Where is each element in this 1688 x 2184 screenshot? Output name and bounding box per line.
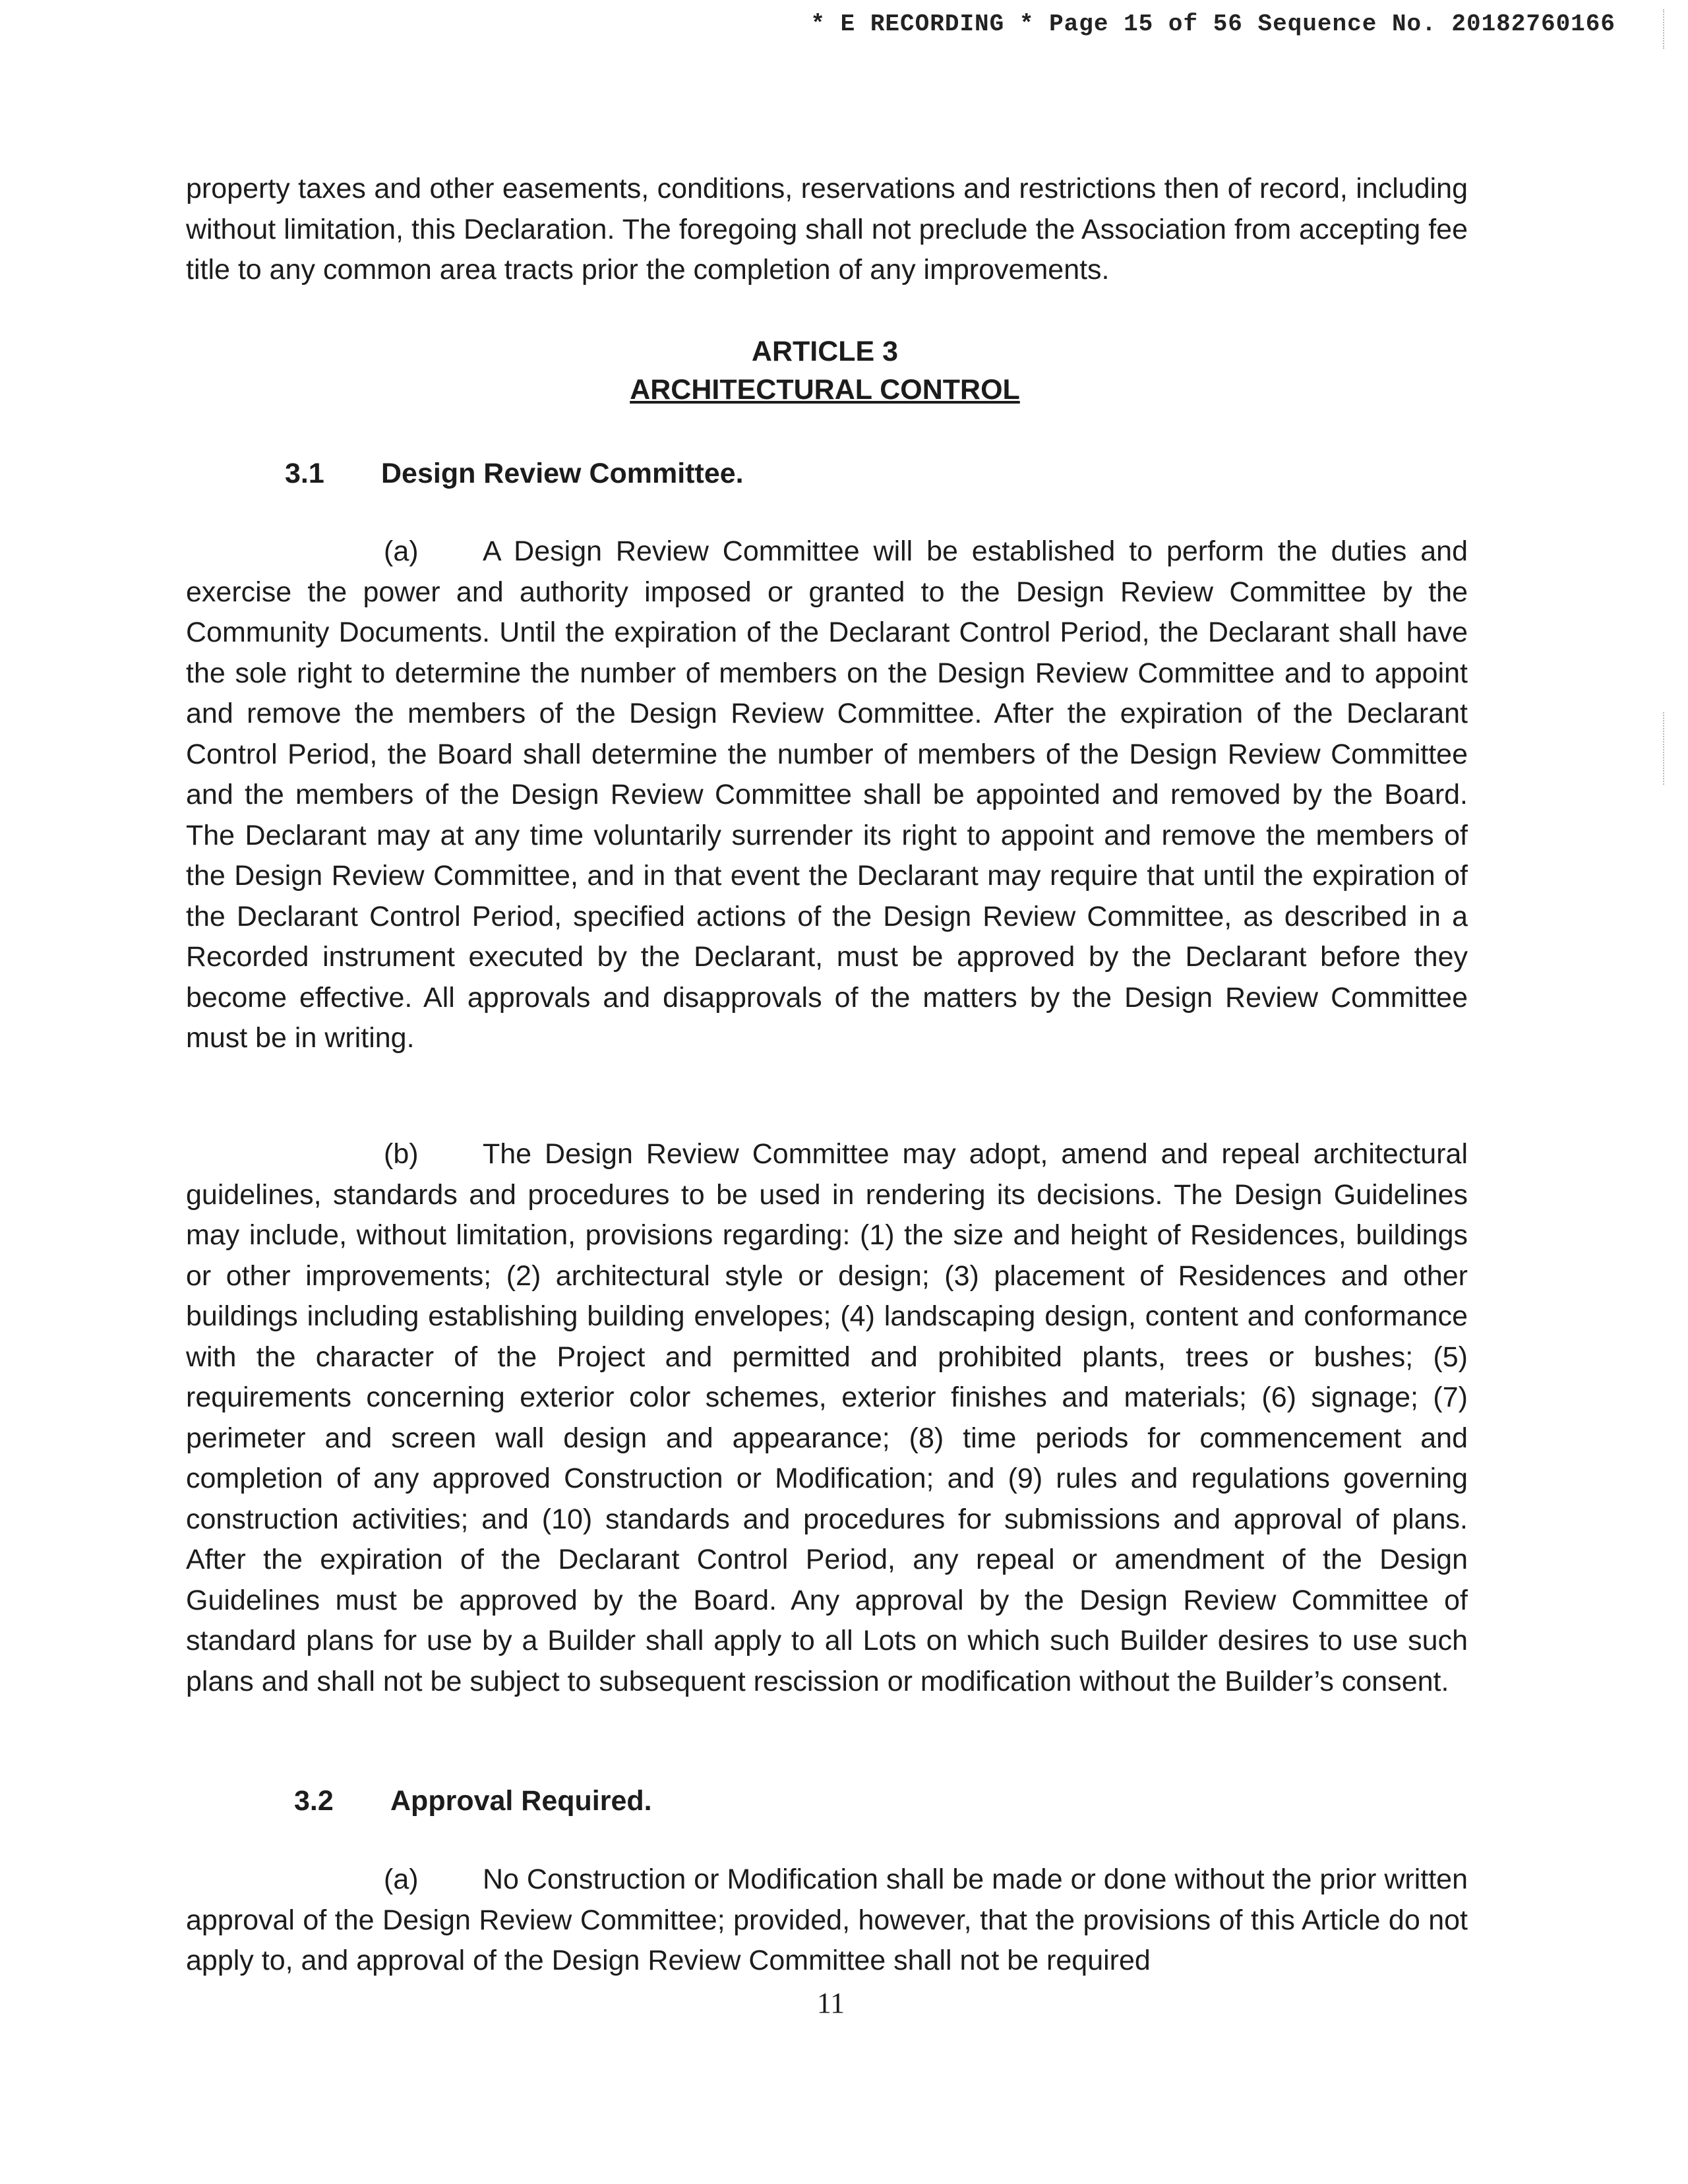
article-number: ARTICLE 3: [751, 336, 899, 367]
section-number: 3.1: [285, 458, 324, 489]
section-heading-3-2: [294, 1782, 652, 1820]
paragraph-text: The Design Review Committee may adopt, amend and repeal architectural guidelines, standards and procedures to be used in rendering its decisions. The Design Guidelines may include, without limitation, provisions regarding: (1) the size and height of Residences, buildings or other improvements; (2) architectural style or design; (3) placement of Residences and other buildings including establishing building envelopes; (4) landscaping design, content and conformance with the character of the Project and permitted and prohibited plants, trees or bushes; (5) requirements concerning exterior color schemes, exterior finishes and materials; (6) signage; (7) perimeter and screen wall design and appearance; (8) time periods for commencement and completion of any approved Construction or Modification; and (9) rules and regulations governing construction activities; and (10) standards and procedures for submissions and approval of plans. After the expiration of the Declarant Control Period, any repeal or amendment of the Design Guidelines must be approved by the Board. Any approval by the Design Review Committee of standard plans for use by a Builder shall apply to all Lots on which such Builder desires to use such plans and shall not be subject to subsequent rescission or modification without the Builder’s consent.: [186, 1138, 1468, 1697]
paragraph-3-1-b: [186, 1134, 1468, 1702]
section-heading-3-1: [285, 454, 744, 493]
paragraph-text: No Construction or Modification shall be made or done without the prior written approval of the Design Review Committee; provided, however, that the provisions of this Article do not apply to, and approval of the Design Review Committee shall not be required: [186, 1864, 1468, 1976]
scan-edge-mark: [1663, 9, 1664, 49]
paragraph-text: A Design Review Committee will be established to perform the duties and exercise the power and authority imposed or granted to the Design Review Committee by the Community Documents. Until the expiration of the Declarant Control Period, the Declarant shall have the sole right to determine the number of members on the Design Review Committee and to appoint and remove the members of the Design Review Committee. After the expiration of the Declarant Control Period, the Board shall determine the number of members of the Design Review Committee and the members of the Design Review Committee shall be appointed and removed by the Board. The Declarant may at any time voluntarily surrender its right to appoint and remove the members of the Design Review Committee, and in that event the Declarant may require that until the expiration of the Declarant Control Period, specified actions of the Design Review Committee, as described in a Recorded instrument executed by the Declarant, must be approved by the Declarant before they become effective. All approvals and disapprovals of the matters by the Design Review Committee must be in writing.: [186, 535, 1468, 1054]
paragraph-label: (b): [384, 1138, 419, 1170]
section-title: Design Review Committee.: [381, 458, 744, 489]
article-title: ARCHITECTURAL CONTROL: [630, 374, 1020, 406]
section-number: 3.2: [294, 1785, 334, 1817]
paragraph-label: (a): [384, 1864, 419, 1895]
paragraph-label: (a): [384, 535, 419, 567]
recording-stamp: * E RECORDING * Page 15 of 56 Sequence No. 20182760166: [810, 11, 1615, 38]
scan-edge-mark: [1663, 712, 1664, 785]
section-title: Approval Required.: [390, 1785, 652, 1817]
intro-paragraph: property taxes and other easements, conditions, reservations and restrictions then of record, including without limitation, this Declaration. The foregoing shall not preclude the Association from accepting fee title to any common area tracts prior the completion of any improvements.: [186, 173, 1468, 286]
paragraph-3-2-a: [186, 1860, 1468, 1982]
page-number: 11: [816, 1987, 845, 2019]
paragraph-3-1-a: [186, 531, 1468, 1059]
